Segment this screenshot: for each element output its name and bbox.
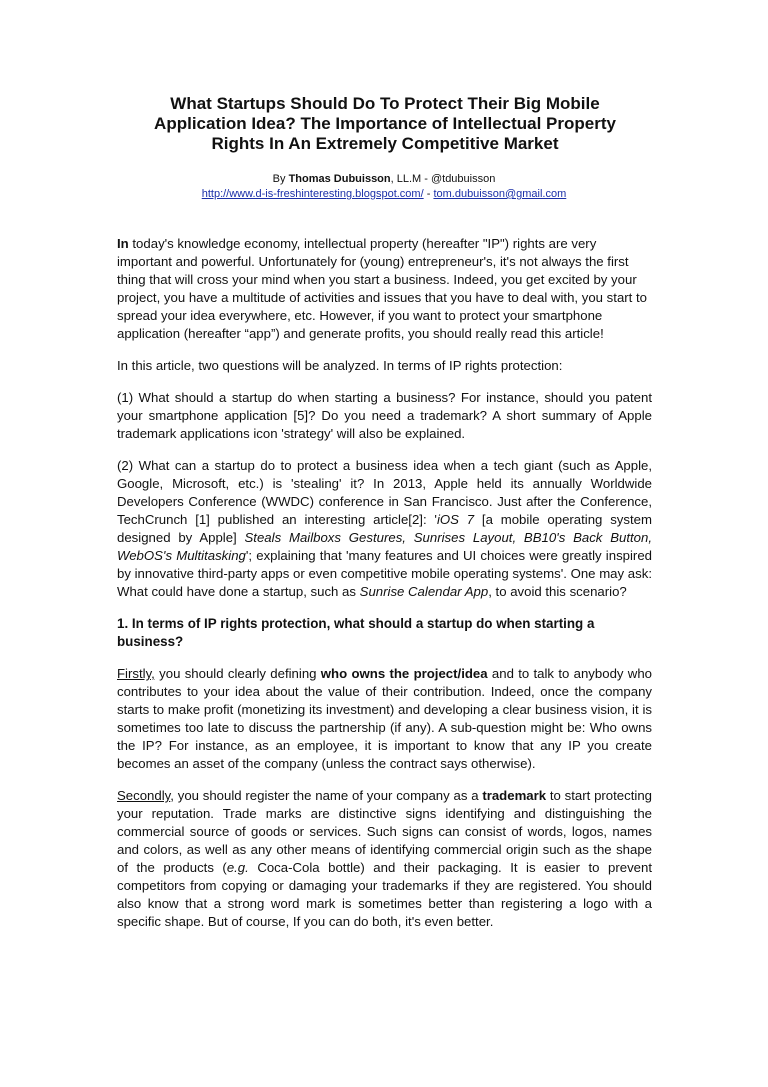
contact-links bbox=[0, 187, 768, 201]
question-2 bbox=[117, 457, 652, 601]
firstly-text-a: you should clearly defining bbox=[154, 666, 321, 681]
link-separator: - bbox=[423, 188, 434, 200]
secondly-text-a: , you should register the name of your company as a bbox=[170, 788, 483, 803]
questions-intro: In this article, two questions will be analyzed. In terms of IP rights protection: bbox=[117, 358, 563, 373]
question-2-italic-a: iOS 7 bbox=[436, 512, 475, 527]
intro-lead: In bbox=[117, 236, 129, 251]
byline-suffix: , LL.M - @tdubuisson bbox=[390, 173, 496, 185]
question-2-text-b: [a mobile operating system designed by Apple] bbox=[117, 512, 652, 545]
question-2-italic-c: Sunrise Calendar App bbox=[359, 584, 489, 599]
secondly-paragraph bbox=[117, 787, 652, 931]
article-body bbox=[117, 235, 652, 945]
document-title: What Startups Should Do To Protect Their Big Mobile Application Idea? The Importance of Intellectual Property Rights In An Extremely Competitive Market bbox=[154, 94, 616, 153]
secondly-italic: e.g. bbox=[226, 860, 249, 875]
question-1: (1) What should a startup do when starting a business? For instance, should you patent your smartphone application [5]? Do you need a trademark? A short summary of Apple trademark applications icon 'strategy' will also be explained. bbox=[117, 390, 652, 441]
question-2-text-c: '; explaining that 'many features and UI choices were greatly inspired by innovative third-party apps or even competitive mobile operating systems'. One may ask: What could have done a startup, such as bbox=[117, 548, 652, 599]
byline bbox=[0, 172, 768, 186]
question-2-text-d: , to avoid this scenario? bbox=[488, 584, 627, 599]
secondly-lead: Secondly bbox=[117, 788, 171, 803]
email-link[interactable]: tom.dubuisson@gmail.com bbox=[433, 188, 567, 200]
firstly-bold: who owns the project/idea bbox=[320, 666, 488, 681]
intro-paragraph bbox=[117, 235, 652, 343]
firstly-lead: Firstly, bbox=[117, 666, 155, 681]
question-2-text-a: (2) What can a startup do to protect a business idea when a tech giant (such as Apple, Google, Microsoft, etc.) is 'stealing' it? In 2013, Apple held its annually Worldwide Developers Conference (WWDC) conference in San Francisco. Just after the Conference, TechCrunch [1] published an interesting article[2]: ' bbox=[117, 458, 652, 527]
secondly-bold: trademark bbox=[482, 788, 547, 803]
section-1-heading: 1. In terms of IP rights protection, what should a startup do when starting a business? bbox=[117, 616, 595, 649]
byline-prefix: By bbox=[272, 173, 289, 185]
firstly-text-b: and to talk to anybody who contributes to your idea about the value of their contribution. Indeed, once the company starts to make profit (monetizing its investment) and developing a clear business vision, it is sometimes too late to discuss the partnership (if any). A sub-question might be: Who owns the IP? For instance, as an employee, it is important to know that any IP you create becomes an asset of the company (unless the contract says otherwise). bbox=[117, 666, 652, 771]
firstly-paragraph bbox=[117, 665, 652, 773]
author-name: Thomas Dubuisson bbox=[288, 173, 391, 185]
secondly-text-c: Coca-Cola bottle) and their packaging. It is easier to prevent competitors from copying or damaging your trademarks if they are registered. You should also know that a strong word mark is sometimes better than registering a logo with a specific shape. But of course, If you can do both, it's even better. bbox=[117, 860, 652, 929]
intro-text: today's knowledge economy, intellectual property (hereafter "IP") rights are very important and powerful. Unfortunately for (young) entrepreneur's, it's not always the first thing that will cross your mind when you start a business. Indeed, you get excited by your project, you have a multitude of activities and issues that you have to deal with, you start to spread your idea everywhere, etc. However, if you want to protect your smartphone application (hereafter “app”) and generate profits, you should really read this article! bbox=[117, 236, 647, 341]
blog-link[interactable]: http://www.d-is-freshinteresting.blogspot.com/ bbox=[201, 188, 424, 200]
question-2-italic-b: Steals Mailboxs Gestures, Sunrises Layout, BB10's Back Button, WebOS's Multitasking bbox=[117, 530, 652, 563]
secondly-text-b: to start protecting your reputation. Trade marks are distinctive signs identifying and distinguishing the commercial source of goods or services. Such signs can consist of words, logos, names and colors, as well as any other means of identifying commercial origin such as the shape of the products ( bbox=[117, 788, 652, 875]
